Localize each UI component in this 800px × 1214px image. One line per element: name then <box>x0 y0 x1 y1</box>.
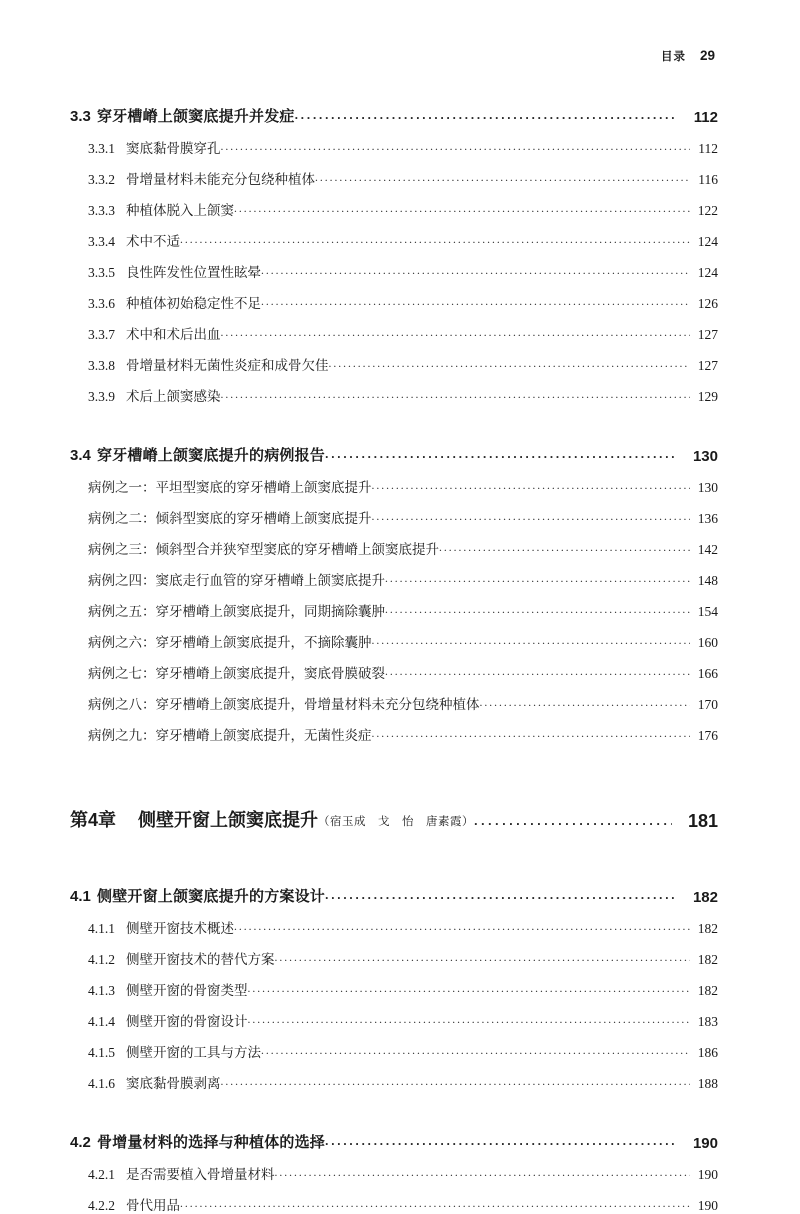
toc-entry-text <box>70 1131 325 1152</box>
toc-entry-sub[interactable] <box>70 343 718 374</box>
toc-entry-authors: （宿玉成 戈 怡 唐素霞） <box>318 816 474 828</box>
toc-entry-page-number: 190 <box>690 1167 718 1183</box>
toc-entry-sub[interactable] <box>70 1183 718 1214</box>
toc-entry-title: 倾斜型合并狭窄型窦底的穿牙槽嵴上颌窦底提升 <box>156 542 440 557</box>
toc-entry-page-number: 188 <box>690 1076 718 1092</box>
dot-leader <box>275 955 691 969</box>
dot-leader <box>329 361 691 375</box>
toc-entry-text <box>88 1072 221 1092</box>
dot-leader <box>480 700 691 714</box>
toc-entry-title: 术中和术后出血 <box>126 327 221 342</box>
toc-entry-page-number: 126 <box>690 296 718 312</box>
toc-entry-number: 病例之九： <box>88 724 156 744</box>
toc-entry-text <box>88 1041 261 1061</box>
toc-entry-page-number: 136 <box>690 511 718 527</box>
toc-entry-number: 4.1.5 <box>88 1045 126 1061</box>
page-folio-number: 29 <box>700 48 715 63</box>
toc-entry-case[interactable] <box>70 589 718 620</box>
toc-entry-title: 术中不适 <box>126 234 180 249</box>
toc-entry-sub[interactable] <box>70 1152 718 1183</box>
dot-leader <box>385 669 690 683</box>
toc-entry-page-number: 183 <box>690 1014 718 1030</box>
toc-entry-page-number: 154 <box>690 604 718 620</box>
toc-entry-page-number: 112 <box>690 141 718 157</box>
toc-entry-text <box>70 444 325 465</box>
toc-entry-text <box>88 385 221 405</box>
dot-leader <box>275 1170 691 1184</box>
toc-entry-title: 侧壁开窗技术概述 <box>126 921 234 936</box>
toc-entry-title: 平坦型窦底的穿牙槽嵴上颌窦底提升 <box>156 480 372 495</box>
toc-entry-title: 穿牙槽嵴上颌窦底提升并发症 <box>97 108 295 125</box>
dot-leader <box>261 299 690 313</box>
toc-entry-text <box>88 631 372 651</box>
dot-leader <box>261 1048 690 1062</box>
toc-entry-chapter[interactable] <box>70 788 718 832</box>
toc-entry-number: 4.1.6 <box>88 1076 126 1092</box>
dot-leader <box>325 891 678 906</box>
toc-entry-title: 骨增量材料的选择与种植体的选择 <box>97 1134 325 1151</box>
toc-entry-number: 4.2.2 <box>88 1198 126 1214</box>
dot-leader <box>221 144 691 158</box>
toc-entry-number: 病例之一： <box>88 476 156 496</box>
toc-entry-sub[interactable] <box>70 374 718 405</box>
toc-entry-number: 4.1.2 <box>88 952 126 968</box>
toc-entry-number: 3.3.4 <box>88 234 126 250</box>
toc-entry-text <box>88 261 261 281</box>
dot-leader <box>295 111 678 126</box>
dot-leader <box>234 206 690 220</box>
toc-entry-page-number: 190 <box>690 1198 718 1214</box>
toc-entry-title: 侧壁开窗技术的替代方案 <box>126 952 275 967</box>
toc-entry-sub[interactable] <box>70 968 718 999</box>
toc-entry-title: 窦底黏骨膜剥离 <box>126 1076 221 1091</box>
dot-leader <box>221 392 691 406</box>
toc-entry-page-number: 186 <box>690 1045 718 1061</box>
toc-entry-sub[interactable] <box>70 312 718 343</box>
toc-entry-title: 侧壁开窗上颌窦底提升 <box>138 810 318 830</box>
toc-entry-text <box>88 917 234 937</box>
toc-entry-title: 穿牙槽嵴上颌窦底提升的病例报告 <box>97 447 325 464</box>
toc-entry-text <box>88 476 372 496</box>
toc-entry-text <box>88 693 480 713</box>
toc-entry-sub[interactable] <box>70 250 718 281</box>
toc-entry-number: 4.1.1 <box>88 921 126 937</box>
toc-entry-text <box>88 292 261 312</box>
toc-entry-title: 侧壁开窗上颌窦底提升的方案设计 <box>97 888 325 905</box>
toc-entry-number: 4.2.1 <box>88 1167 126 1183</box>
toc-entry-text <box>88 569 385 589</box>
toc-entry-text <box>70 885 325 906</box>
toc-entry-text <box>88 230 180 250</box>
toc-entry-case[interactable] <box>70 465 718 496</box>
dot-leader <box>325 1137 678 1152</box>
dot-leader <box>180 237 690 251</box>
toc-entry-title: 侧壁开窗的骨窗设计 <box>126 1014 248 1029</box>
toc-entry-case[interactable] <box>70 651 718 682</box>
toc-entry-text <box>88 199 234 219</box>
toc-entry-sub[interactable] <box>70 1030 718 1061</box>
toc-entry-case[interactable] <box>70 682 718 713</box>
dot-leader <box>234 924 690 938</box>
toc-entry-number: 3.4 <box>70 447 97 464</box>
toc-entry-text <box>88 1163 275 1183</box>
spacer <box>70 832 718 872</box>
dot-leader <box>474 814 672 832</box>
toc-entry-text <box>88 1194 180 1214</box>
toc-entry-page-number: 129 <box>690 389 718 405</box>
toc-entry-text <box>70 105 295 126</box>
dot-leader <box>439 545 690 559</box>
toc-entry-page-number: 170 <box>690 697 718 713</box>
toc-entry-page-number: 182 <box>690 952 718 968</box>
toc-entry-page-number: 112 <box>678 109 718 126</box>
toc-entry-number: 3.3.8 <box>88 358 126 374</box>
toc-entry-number: 病例之二： <box>88 507 156 527</box>
toc-entry-title: 骨增量材料无菌性炎症和成骨欠佳 <box>126 358 329 373</box>
dot-leader <box>325 450 678 465</box>
toc-entry-title: 穿牙槽嵴上颌窦底提升，骨增量材料未充分包绕种植体 <box>156 697 480 712</box>
toc-entry-title: 侧壁开窗的工具与方法 <box>126 1045 261 1060</box>
toc-entry-case[interactable] <box>70 558 718 589</box>
toc-entry-title: 倾斜型窦底的穿牙槽嵴上颌窦底提升 <box>156 511 372 526</box>
toc-entry-number: 3.3.3 <box>88 203 126 219</box>
running-header <box>661 48 715 64</box>
toc-entry-title: 穿牙槽嵴上颌窦底提升，不摘除囊肿 <box>156 635 372 650</box>
toc-entry-title: 种植体初始稳定性不足 <box>126 296 261 311</box>
toc-entry-page-number: 130 <box>690 480 718 496</box>
toc-entry-number: 病例之八： <box>88 693 156 713</box>
toc-entry-page-number: 130 <box>678 448 718 465</box>
toc-entry-text <box>88 600 385 620</box>
spacer <box>70 744 718 788</box>
toc-entry-page-number: 148 <box>690 573 718 589</box>
toc-entry-page-number: 142 <box>690 542 718 558</box>
dot-leader <box>261 268 690 282</box>
spacer <box>70 405 718 431</box>
toc-entry-text <box>88 507 372 527</box>
toc-entry-section[interactable] <box>70 1118 718 1152</box>
toc-entry-page-number: 127 <box>690 358 718 374</box>
toc-entry-text <box>88 323 221 343</box>
toc-entry-number: 3.3.1 <box>88 141 126 157</box>
dot-leader <box>385 576 690 590</box>
dot-leader <box>180 1201 690 1214</box>
toc-entry-page-number: 181 <box>672 811 718 832</box>
toc-entry-title: 是否需要植入骨增量材料 <box>126 1167 275 1182</box>
toc-entry-sub[interactable] <box>70 999 718 1030</box>
toc-entry-title: 种植体脱入上颌窦 <box>126 203 234 218</box>
toc-entry-page-number: 166 <box>690 666 718 682</box>
dot-leader <box>248 1017 691 1031</box>
toc-entry-number: 3.3.9 <box>88 389 126 405</box>
dot-leader <box>372 483 691 497</box>
toc-entry-page-number: 124 <box>690 234 718 250</box>
toc-entry-title: 窦底走行血管的穿牙槽嵴上颌窦底提升 <box>156 573 386 588</box>
toc-entry-sub[interactable] <box>70 219 718 250</box>
toc-entry-title: 良性阵发性位置性眩晕 <box>126 265 261 280</box>
dot-leader <box>372 514 691 528</box>
toc-entry-page-number: 127 <box>690 327 718 343</box>
toc-entry-text <box>88 538 439 558</box>
toc-entry-number: 4.1.4 <box>88 1014 126 1030</box>
toc-entry-section[interactable] <box>70 872 718 906</box>
toc-entry-number: 3.3.7 <box>88 327 126 343</box>
toc-entry-page-number: 182 <box>690 983 718 999</box>
dot-leader <box>372 731 691 745</box>
toc-entry-text <box>70 806 474 832</box>
toc-entry-page-number: 160 <box>690 635 718 651</box>
toc-entry-sub[interactable] <box>70 937 718 968</box>
toc-entry-number: 病例之三： <box>88 538 156 558</box>
toc-entry-number: 3.3 <box>70 108 97 125</box>
toc-entry-number: 4.1.3 <box>88 983 126 999</box>
dot-leader <box>385 607 690 621</box>
toc-entry-sub[interactable] <box>70 188 718 219</box>
toc-entry-title: 侧壁开窗的骨窗类型 <box>126 983 248 998</box>
toc-entry-section[interactable] <box>70 92 718 126</box>
toc-entry-text <box>88 979 248 999</box>
dot-leader <box>221 330 691 344</box>
toc-entry-title: 窦底黏骨膜穿孔 <box>126 141 221 156</box>
toc-entry-title: 穿牙槽嵴上颌窦底提升，同期摘除囊肿 <box>156 604 386 619</box>
toc-entry-text <box>88 662 385 682</box>
toc-entry-title: 骨增量材料未能充分包绕种植体 <box>126 172 315 187</box>
toc-entry-number: 4.2 <box>70 1134 97 1151</box>
toc-entry-title: 骨代用品 <box>126 1198 180 1213</box>
toc-entry-page-number: 116 <box>690 172 718 188</box>
toc-entry-sub[interactable] <box>70 1061 718 1092</box>
toc-entry-number: 3.3.5 <box>88 265 126 281</box>
toc-entry-title: 穿牙槽嵴上颌窦底提升，无菌性炎症 <box>156 728 372 743</box>
toc-entry-title: 术后上颌窦感染 <box>126 389 221 404</box>
table-of-contents <box>70 92 718 1214</box>
dot-leader <box>372 638 691 652</box>
toc-entry-page-number: 190 <box>678 1135 718 1152</box>
toc-entry-title: 穿牙槽嵴上颌窦底提升，窦底骨膜破裂 <box>156 666 386 681</box>
toc-entry-number: 病例之七： <box>88 662 156 682</box>
dot-leader <box>315 175 690 189</box>
toc-entry-sub[interactable] <box>70 126 718 157</box>
toc-entry-text <box>88 168 315 188</box>
toc-entry-text <box>88 724 372 744</box>
dot-leader <box>221 1079 691 1093</box>
dot-leader <box>248 986 691 1000</box>
toc-entry-page-number: 182 <box>678 889 718 906</box>
toc-entry-sub[interactable] <box>70 157 718 188</box>
toc-entry-number: 病例之六： <box>88 631 156 651</box>
toc-entry-case[interactable] <box>70 620 718 651</box>
toc-entry-number: 4.1 <box>70 888 97 905</box>
toc-entry-case[interactable] <box>70 496 718 527</box>
toc-entry-sub[interactable] <box>70 906 718 937</box>
toc-entry-page-number: 182 <box>690 921 718 937</box>
toc-entry-number: 3.3.6 <box>88 296 126 312</box>
toc-entry-section[interactable] <box>70 431 718 465</box>
toc-entry-case[interactable] <box>70 527 718 558</box>
toc-entry-text <box>88 948 275 968</box>
toc-entry-case[interactable] <box>70 713 718 744</box>
toc-entry-page-number: 122 <box>690 203 718 219</box>
toc-entry-sub[interactable] <box>70 281 718 312</box>
toc-entry-number: 3.3.2 <box>88 172 126 188</box>
toc-entry-text <box>88 1010 248 1030</box>
toc-entry-text <box>88 354 329 374</box>
toc-entry-number: 第4章 <box>70 806 116 832</box>
toc-entry-text <box>88 137 221 157</box>
toc-entry-number: 病例之五： <box>88 600 156 620</box>
toc-entry-page-number: 124 <box>690 265 718 281</box>
running-header-label: 目录 <box>661 48 686 64</box>
toc-entry-page-number: 176 <box>690 728 718 744</box>
spacer <box>70 1092 718 1118</box>
toc-entry-number: 病例之四： <box>88 569 156 589</box>
